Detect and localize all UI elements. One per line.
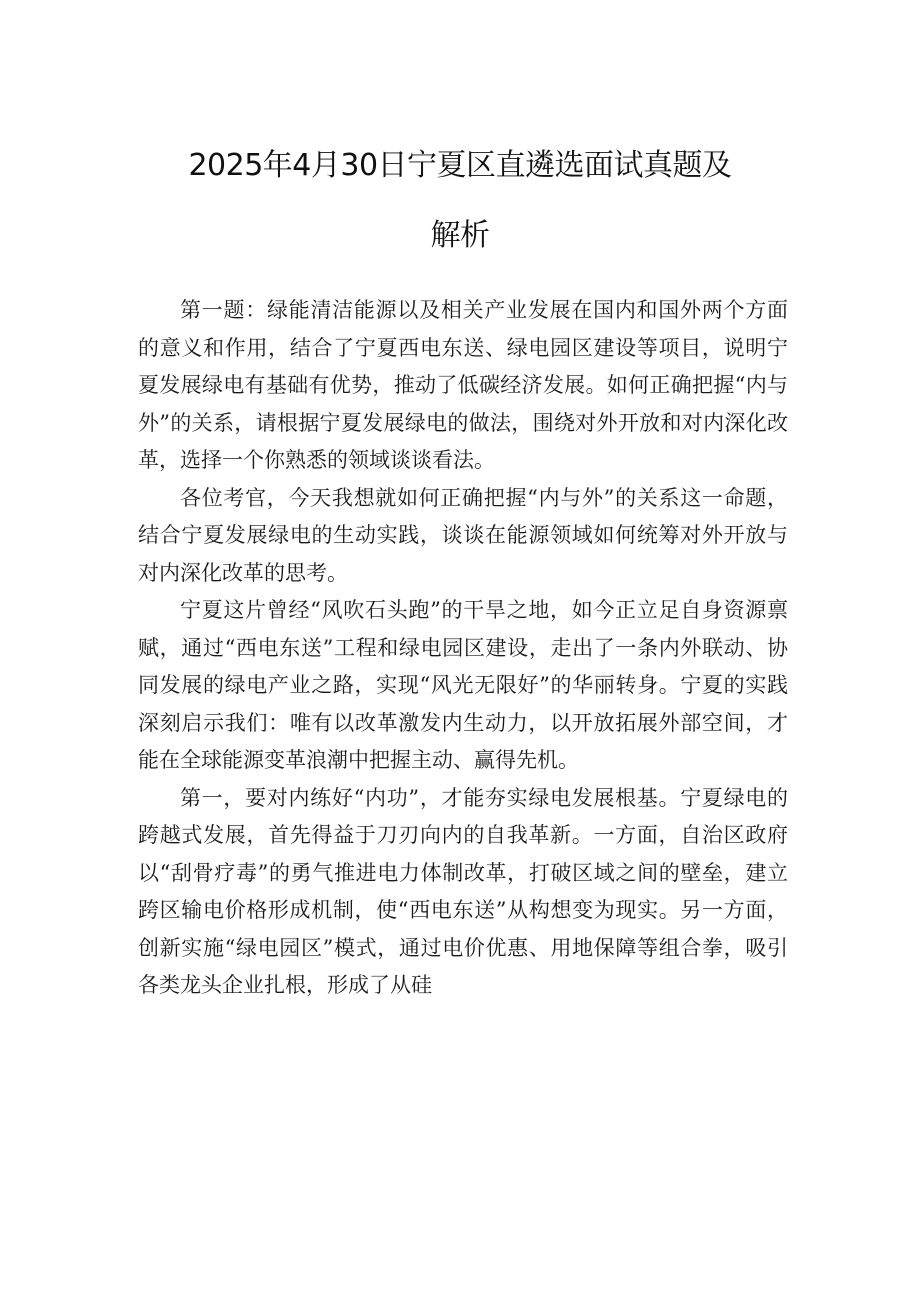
- paragraph-background: 宁夏这片曾经“风吹石头跑”的干旱之地，如今正立足自身资源禀赋，通过“西电东送”工程和绿电园区建设，走出了一条内外联动、协同发展的绿电产业之路，实现“风光无限好”的华丽转身。宁夏的实践深刻启示我们：唯有以改革激发内生动力，以开放拓展外部空间，才能在全球能源变革浪潮中把握主动、赢得先机。: [138, 598, 788, 772]
- paragraph-question: 第一题：绿能清洁能源以及相关产业发展在国内和国外两个方面的意义和作用，结合了宁夏西电东送、绿电园区建设等项目，说明宁夏发展绿电有基础有优势，推动了低碳经济发展。如何正确把握“内与外”的关系，请根据宁夏发展绿电的做法，围绕对外开放和对内深化改革，选择一个你熟悉的领域谈谈看法。: [138, 298, 788, 472]
- document-title-line-1: 2025年4月30日宁夏区直遴选面试真题及: [188, 148, 732, 183]
- paragraph-point-one: 第一，要对内练好“内功”，才能夯实绿电发展根基。宁夏绿电的跨越式发展，首先得益于刀刃向内的自我革新。一方面，自治区政府以“刮骨疗毒”的勇气推进电力体制改革，打破区域之间的壁垒，建立跨区输电价格形成机制，使“西电东送”从构想变为现实。另一方面，创新实施“绿电园区”模式，通过电价优惠、用地保障等组合拳，吸引各类龙头企业扎根，形成了从硅: [138, 785, 788, 997]
- document-title-line-2: 解析: [430, 218, 490, 253]
- paragraph-opening: 各位考官，今天我想就如何正确把握“内与外”的关系这一命题，结合宁夏发展绿电的生动实践，谈谈在能源领域如何统筹对外开放与对内深化改革的思考。: [138, 485, 788, 585]
- document-body: [138, 292, 788, 1005]
